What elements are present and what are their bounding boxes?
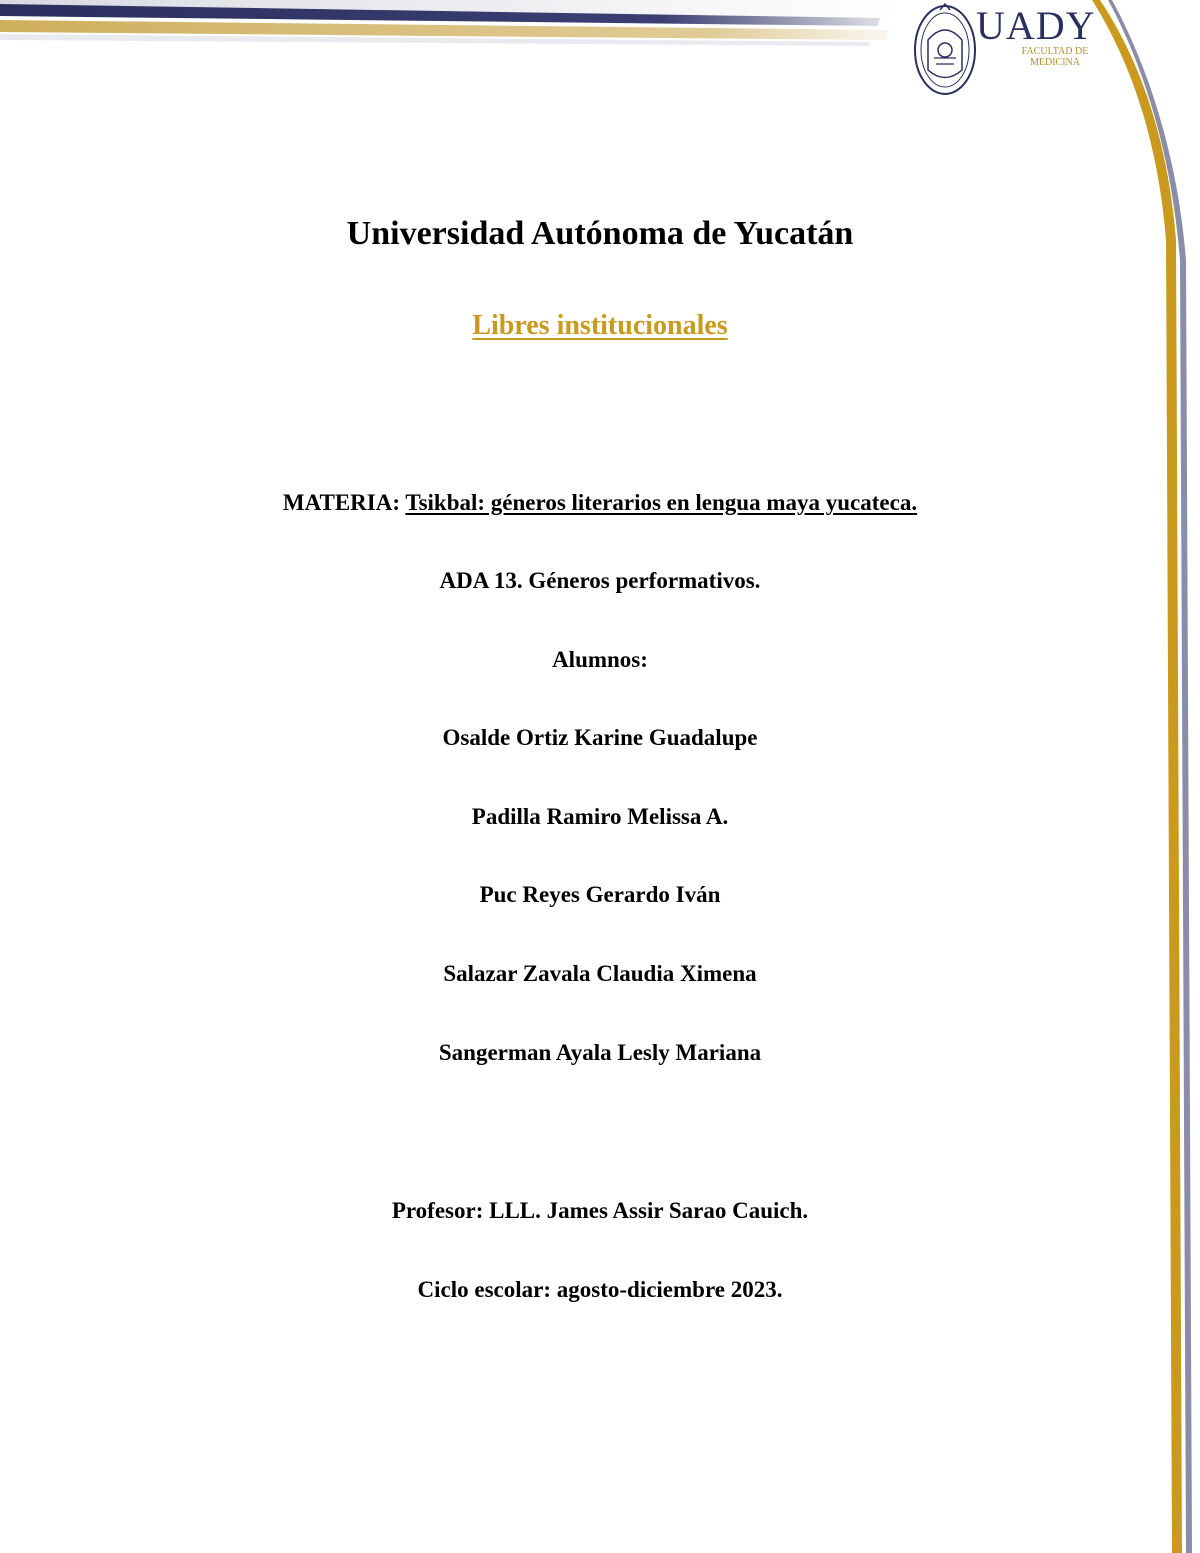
materia-value: Tsikbal: géneros literarios en lengua maya yucateca. — [405, 490, 918, 515]
logo-faculty-line1: FACULTAD DE — [1021, 46, 1089, 57]
materia-line — [0, 488, 1200, 518]
logo-faculty-line2: MEDICINA — [1030, 57, 1080, 68]
uady-seal-icon — [910, 0, 980, 100]
student-name: Padilla Ramiro Melissa A. — [471, 804, 729, 829]
student-name: Puc Reyes Gerardo Iván — [479, 882, 721, 907]
logo-faculty — [1016, 46, 1094, 68]
logo-wordmark: UADY — [976, 3, 1096, 48]
student-name: Osalde Ortiz Karine Guadalupe — [442, 725, 758, 750]
uady-logo — [910, 0, 1110, 100]
school-cycle-line: Ciclo escolar: agosto-diciembre 2023. — [417, 1277, 783, 1302]
activity-title: ADA 13. Géneros performativos. — [439, 568, 761, 593]
student-name: Salazar Zavala Claudia Ximena — [443, 961, 757, 986]
student-name: Sangerman Ayala Lesly Mariana — [438, 1040, 762, 1065]
students-label: Alumnos: — [552, 647, 648, 672]
header-stripes — [0, 0, 900, 46]
materia-label: MATERIA: — [282, 490, 401, 515]
professor-line: Profesor: LLL. James Assir Sarao Cauich. — [391, 1198, 809, 1223]
page-title: Universidad Autónoma de Yucatán — [346, 215, 854, 252]
page-subtitle: Libres institucionales — [472, 310, 728, 341]
